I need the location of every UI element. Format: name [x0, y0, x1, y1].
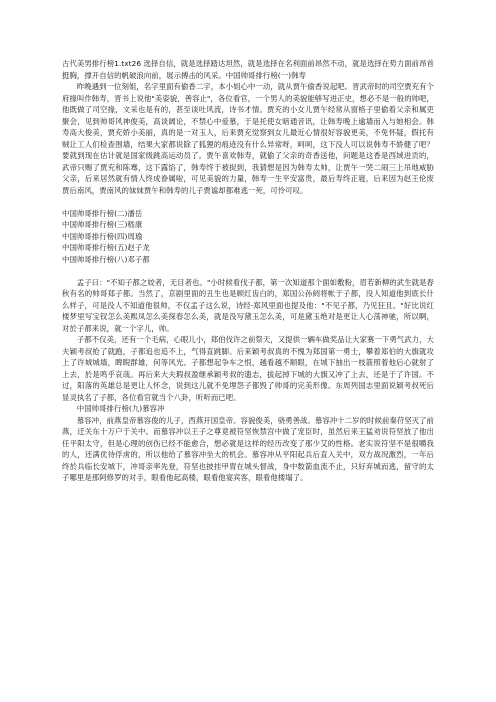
- spacer: [62, 196, 434, 208]
- ranking-item: 中国帅哥排行榜(八)邓子都: [62, 254, 150, 264]
- section-han-shou: 昨晚遇到一位刻姐，名字里面有偷香二字，本小姐心中一动，就从贾午偷香说起吧。晋武帝时的司空贾充有个府掾叫作韩寿，晋书上说他"美姿貌，善容止"，各位看官，一个男人的美貌能够写进正史，想必不是一般的帅吧，他既做了司空掾，文采也是有的，甚至谈吐风流，诗书才情。贾充的小女儿贾午经常从窗格子里偷看父亲和属吏聚会，见到帅哥风神俊美，高谈阔论，不禁心中爱慕，于是托使女暗通音讯，让韩寿晚上逾墙而入与她相会。韩寿高大俊美，贾充娇小美丽，真的是一对玉人，后来贾充觉察到女儿最近心情很好容貌更美，不免怀疑，假托有贼让工人们检查围墙，结果大家都说除了狐狸的痕迹没有什么异常呀，呵呵，这下没人可以说韩寿不娇健了吧？要就到现在估计就是国家级跳高运动员了。贾午喜欢韩寿，就偷了父亲的奇香送他，问题是这香是西域进贡的，武帝只赐了贾充和陈骞，这下露馅了，韩寿终于被捉到，我猜想是因为韩寿太帅，让贾午一哭二闹三上吊地威胁父亲，后来居然就有情人终成眷属啦，可见美貌的力量，韩寿一生平安富贵，最后寿终正寝，后来因为赵王伦废贾后南风，贾南风的妹妹贾午和韩寿的儿子贾谧却都难逃一死，可怜可叹。: [62, 82, 434, 195]
- section-zidu-story: 子都不仅美，还有一个毛病，心眼儿小，郑伯伐许之前祭天，又提供一辆车做奖品让大家赛一下勇气武力，大夫颖考叔抢了就跑，子都追也追不上，气得直跳脚。后来颖考叔真的不愧为郑国第一勇士，攀着郑伯的大旗就攻上了许城城墙，睥睨群雄，何等风光。子都想起争车之恨，越看越不顺眼，在城下抽出一枝箭照着他后心就射了上去，於是鸣乎哀哉。再后来大夫瑕叔盈继承颖考叔的遗志，拔起掉下城的大旗又冲了上去，还是于了许国。不过，阳落的英雄总是更让人怀念，说到这儿就不免埋怨子都毁了帅哥的完美形像。东周列国志里面说颖考叔死后显灵执名了子都，各位看官就当个八卦，听听而已吧。: [62, 335, 434, 402]
- section-heading-murong-chong: 中国帅哥排行榜(九)慕容冲: [76, 404, 165, 413]
- section-zidu-intro: 孟子曰："不知子都之姣者，无目者也。"小时候看伐子都，第一次知道那个面如敷粉，眉若新柳的武生就是春秋有名的帅哥郑子都。当然了，京剧里面的丑生也是顾红齿白的，郑国公孙阏将帐于子都，没人知道他到底长什么样子，可是没人不知道他很帅，不仅孟子这么说，诗经·郑风里面也提及他："不见子都，乃见狂且。"好比说红楼梦里写宝钗怎么美熙凤怎么美探春怎么美，就是没写黛玉怎么美，可是黛玉绝对是更让人心荡神驰，所以啊，对於子都来说，就一个字儿，帅。: [62, 277, 434, 333]
- ranking-item: 中国帅哥排行榜(四)周瑜: [62, 231, 143, 241]
- ranking-item: 中国帅哥排行榜(五)赵子龙: [62, 243, 150, 252]
- ranking-item: 中国帅哥排行榜(三)嵇康: [62, 220, 143, 229]
- section-murong-chong: 慕容冲，前燕皇帝慕容俊的儿子，西燕开国皇帝。容貌俊美，骁勇善战。慕容冲十二岁的时候前秦苻坚灭了前燕，迁关东十万户于关中。而慕容冲以王子之尊竟被符坚恢禁宫中做了宠臣时，虽然后来王猛劝说符坚放了他出任平阳太守，但是心理的创伤已经不能愈合，想必就是这样的经历改变了那少艾的性格。老实说符坚不是很嚼我的人，还满优待俘虏的，所以他给了慕容冲坐大的机会。慕容冲从平阳起兵后直入关中，双方战况激烈，一年后终於兵临长安城下，冲哥亲率先登，符坚也披挂甲胄在城头督战，身中数箭血流不止，只好弃城而逃，留守的太子哪里是那阿修罗的对手，眼看他起高楼，眼看他宴宾客，眼看他楼塌了。: [62, 415, 434, 482]
- document-page: [62, 58, 434, 484]
- ranking-list: [62, 208, 434, 266]
- intro-paragraph: 古代美男排行榜1.txt26 选择自信，就是选择踏达坦然，就是选择在名利面前昂然不动，就是选择在势力面前昂首挺胸，撑开自信的帆破浪向前，展示搏击的风采。中国帅哥排行榜(一)韩寿: [62, 59, 434, 80]
- ranking-item: 中国帅哥排行榜(二)潘岳: [62, 208, 143, 218]
- spacer: [62, 265, 434, 277]
